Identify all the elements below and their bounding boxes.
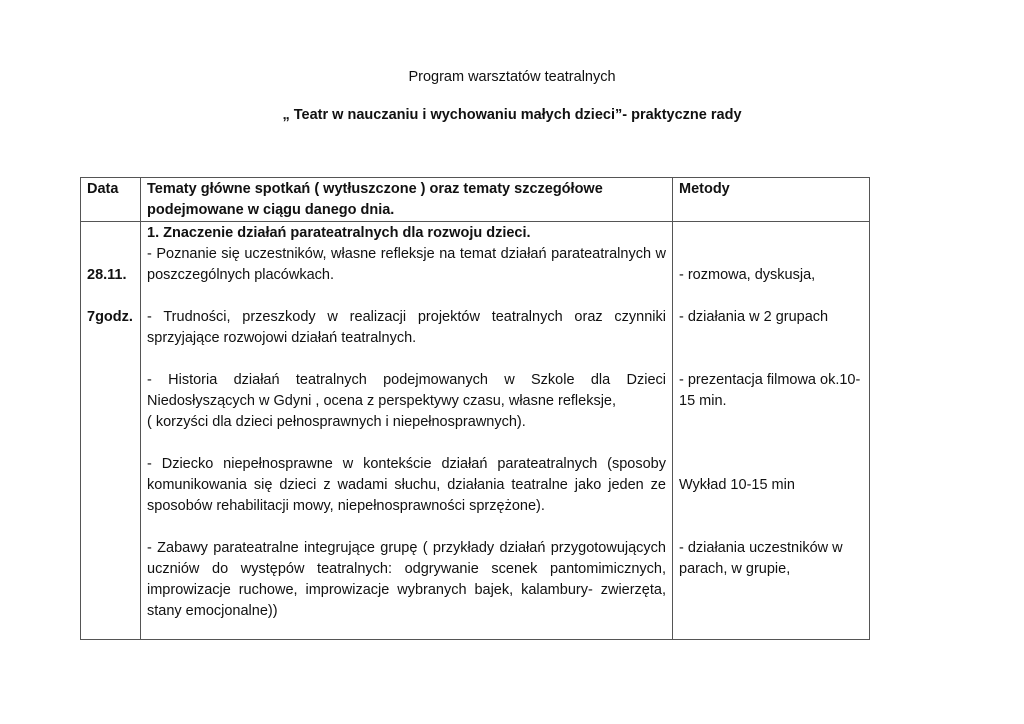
header-methods: Metody [673, 178, 870, 222]
topics-cell [141, 222, 673, 640]
topic-item: - Historia działań teatralnych podejmowanych w Szkole dla Dzieci Niedosłyszących w Gdyni , ocena z perspektywy czasu, własne refleksje, [147, 372, 666, 409]
method-item: - działania uczestników w parach, w grupie, [679, 540, 843, 577]
topic-item: - Poznanie się uczestników, własne refleksje na temat działań parateatralnych w poszczególnych placówkach. [147, 246, 666, 283]
topic-item: - Dziecko niepełnosprawne w kontekście działań parateatralnych (sposoby komunikowania się dzieci z wadami słuchu, działania teatralne jako jeden ze sposobów rehabilitacji mowy, niepełnosprawności sprzężone). [147, 456, 666, 514]
method-item: - prezentacja filmowa ok.10-15 min. [679, 372, 861, 409]
header-topics: Tematy główne spotkań ( wytłuszczone ) oraz tematy szczegółowe podejmowane w ciągu danego dnia. [141, 178, 673, 222]
method-item: - działania w 2 grupach [679, 309, 829, 325]
table-header-row [81, 178, 870, 222]
topic-item: ( korzyści dla dzieci pełnosprawnych i niepełnosprawnych). [147, 414, 526, 430]
method-item: Wykład 10-15 min [679, 477, 795, 493]
document-title: Program warsztatów teatralnych [408, 69, 616, 85]
header-date: Data [81, 178, 141, 222]
session-hours: 7godz. [87, 309, 133, 325]
method-item: - rozmowa, dyskusja, [679, 267, 816, 283]
methods-cell [673, 222, 870, 640]
topic-item: - Zabawy parateatralne integrujące grupę ( przykłady działań przygotowujących uczniów do występów teatralnych: odgrywanie scenek pantomimicznych, improwizacje ruchowe, improwizacje wybranych bajek, kalambury- zwierzęta, stany emocjonalne)) [147, 540, 666, 619]
document-subtitle: „ Teatr w nauczaniu i wychowaniu małych dzieci”- praktyczne rady [282, 107, 742, 123]
main-topic: 1. Znaczenie działań parateatralnych dla rozwoju dzieci. [147, 225, 531, 241]
table-row [81, 222, 870, 640]
topic-item: - Trudności, przeszkody w realizacji projektów teatralnych oraz czynniki sprzyjające rozwojowi działań teatralnych. [147, 309, 666, 346]
session-date: 28.11. [87, 267, 127, 283]
date-cell [81, 222, 141, 640]
program-table [80, 177, 870, 640]
